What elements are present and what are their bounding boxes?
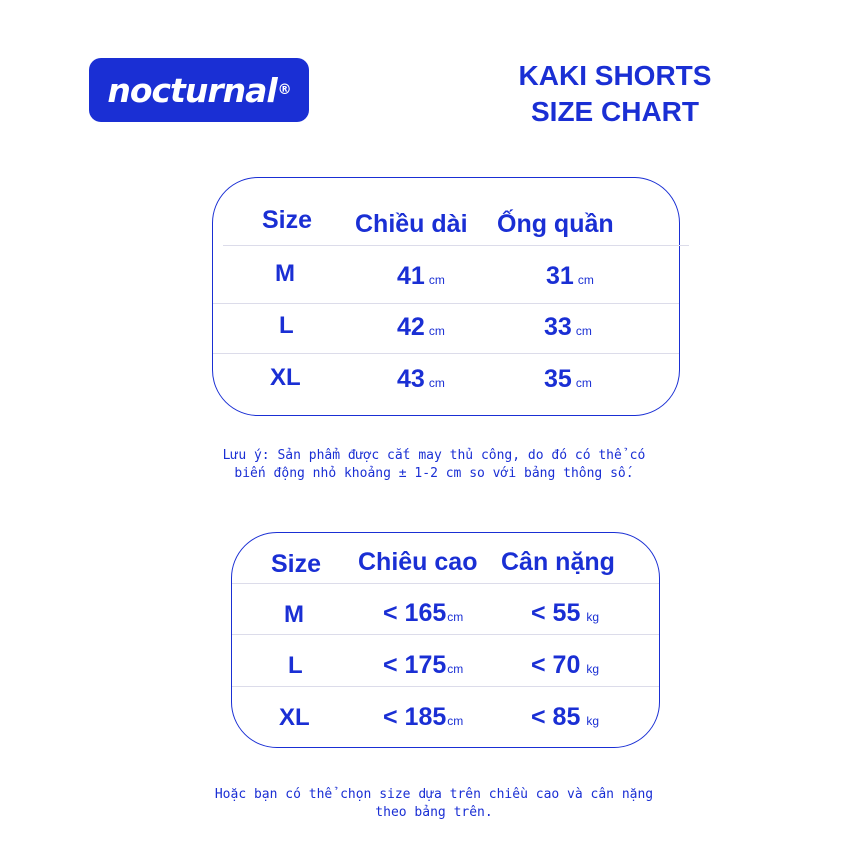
header-length: Chiều dài <box>355 210 468 238</box>
table-divider <box>232 686 659 687</box>
table-divider <box>213 353 679 354</box>
header-height: Chiêu cao <box>358 548 478 576</box>
row-l-size: L <box>288 652 303 679</box>
row-l-height: < 175cm <box>383 651 464 679</box>
height-weight-table <box>231 532 660 748</box>
row-l-weight: < 70 kg <box>531 651 600 679</box>
row-m-weight: < 55 kg <box>531 599 600 627</box>
table-divider <box>213 303 679 304</box>
row-xl-height: < 185cm <box>383 703 464 731</box>
row-m-height: < 165cm <box>383 599 464 627</box>
header-size: Size <box>262 206 313 234</box>
row-m-leg: 31 cm <box>546 262 594 290</box>
table-divider <box>232 634 659 635</box>
note-line-1: Hoặc bạn có thể chọn size dựa trên chiều cao và cân nặng <box>214 787 654 802</box>
header-size: Size <box>271 550 322 578</box>
brand-logo <box>89 58 309 122</box>
row-xl-leg: 35 cm <box>544 365 592 393</box>
table-divider <box>223 245 689 246</box>
row-m-size: M <box>284 601 304 628</box>
tolerance-note <box>0 447 868 483</box>
row-l-leg: 33 cm <box>544 313 592 341</box>
row-m-size: M <box>275 260 295 287</box>
brand-logo-text: nocturnal <box>107 70 277 110</box>
header-leg-opening: Ống quần <box>497 210 614 238</box>
note-line-2: biến động nhỏ khoảng ± 1-2 cm so với bảng thông số. <box>234 466 634 481</box>
row-m-length: 41 cm <box>397 262 445 290</box>
registered-mark: ® <box>277 82 291 98</box>
row-xl-length: 43 cm <box>397 365 445 393</box>
page-title <box>500 58 730 130</box>
title-line-2: SIZE CHART <box>531 96 699 127</box>
table-divider <box>232 583 659 584</box>
note-line-1: Lưu ý: Sản phẩm được cắt may thủ công, do đó có thể có <box>222 448 646 463</box>
shorts-measurement-table <box>212 177 680 416</box>
row-xl-weight: < 85 kg <box>531 703 600 731</box>
row-l-length: 42 cm <box>397 313 445 341</box>
title-line-1: KAKI SHORTS <box>518 60 712 91</box>
note-line-2: theo bảng trên. <box>375 805 493 820</box>
size-selection-note <box>0 786 868 822</box>
row-xl-size: XL <box>279 704 310 731</box>
row-xl-size: XL <box>270 364 301 391</box>
header-weight: Cân nặng <box>501 548 615 576</box>
row-l-size: L <box>279 312 294 339</box>
